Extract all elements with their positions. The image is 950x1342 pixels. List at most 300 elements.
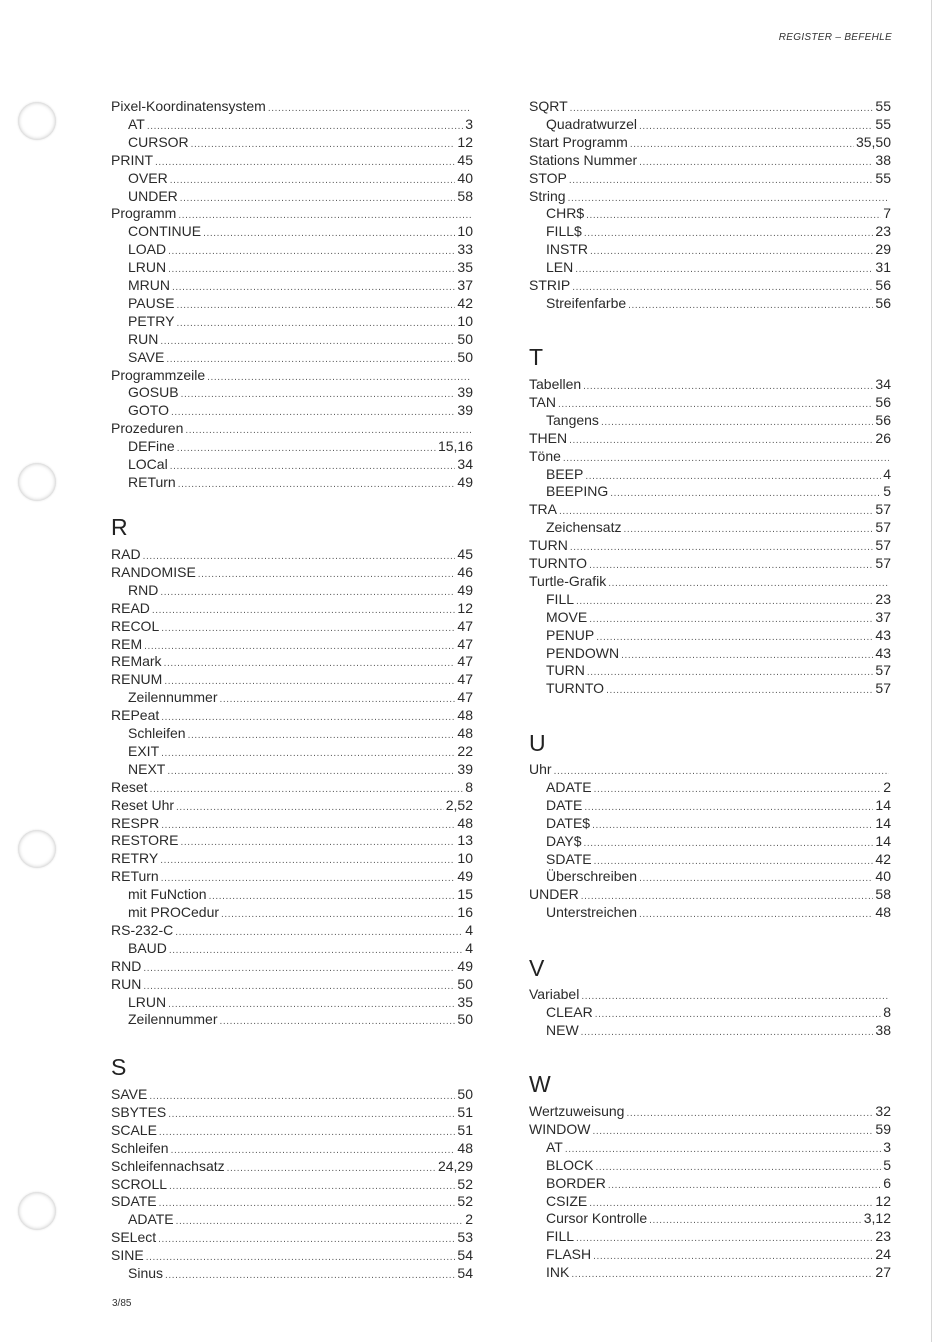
index-entry-new — [529, 1021, 891, 1039]
index-page-number: 3 — [465, 115, 473, 132]
index-term: Cursor Kontrolle — [546, 1210, 648, 1227]
index-term: mit FuNction — [128, 886, 207, 903]
index-entry-at — [529, 1138, 891, 1156]
index-term: Tabellen — [529, 376, 582, 392]
index-page-number: 2,52 — [445, 796, 473, 813]
index-page-number: 40 — [875, 868, 891, 885]
index-term: RANDOMISE — [111, 563, 196, 580]
index-term: LRUN — [128, 259, 167, 276]
index-term: RETurn — [128, 473, 176, 490]
section-letter: U — [529, 730, 546, 756]
index-page-number: 6 — [883, 1174, 891, 1191]
index-page-number: 4 — [883, 465, 891, 482]
index-term: Zeilennummer — [128, 1011, 218, 1028]
index-term: LRUN — [128, 993, 167, 1010]
index-entry-ink — [529, 1263, 891, 1281]
index-page-number: 55 — [875, 98, 891, 114]
index-page-number: 57 — [875, 519, 891, 536]
index-page-number: 24,29 — [437, 1157, 473, 1174]
dot-leader — [581, 1024, 874, 1042]
index-entry-turnto — [529, 554, 891, 572]
index-entry-cursor — [111, 133, 473, 151]
index-entry-csize — [529, 1192, 891, 1210]
index-page-number: 12 — [457, 133, 473, 150]
index-entry-sqrt — [529, 97, 891, 115]
index-page-number: 3,12 — [863, 1210, 891, 1227]
index-page-number: 49 — [457, 473, 473, 490]
index-term: Stations Nummer — [529, 151, 638, 168]
index-term: CURSOR — [128, 133, 189, 150]
index-page-number: 38 — [875, 1021, 891, 1038]
index-page-number: 52 — [457, 1193, 473, 1210]
index-term: Turtle-Grafik — [529, 572, 607, 589]
index-entry-beeping — [529, 482, 891, 500]
dot-leader — [628, 297, 873, 315]
index-entry-respr — [111, 814, 473, 832]
index-entry-retry — [111, 849, 473, 867]
index-entry-pendown — [529, 644, 891, 662]
page-edge — [931, 0, 932, 1342]
index-page-number: 56 — [875, 294, 891, 311]
index-entry-cursor-kontrolle — [529, 1209, 891, 1227]
index-term: Pixel-Koordinatensystem — [111, 98, 266, 114]
index-term: DATE$ — [546, 814, 591, 831]
index-entry-turn — [529, 661, 891, 679]
index-entry-goto — [111, 401, 473, 419]
index-term: Schleifen — [128, 725, 186, 741]
index-term: Wertzuweisung — [529, 1103, 625, 1119]
index-page-number: 57 — [875, 680, 891, 697]
index-page-number: 57 — [875, 662, 891, 679]
index-page-number: 50 — [457, 1011, 473, 1028]
index-entry-zeilennummer — [111, 688, 473, 706]
index-entry-block — [529, 1156, 891, 1174]
index-page-number: 8 — [883, 1003, 891, 1020]
index-entry-gosub — [111, 383, 473, 401]
section-letter: R — [111, 514, 128, 540]
index-term: FLASH — [546, 1246, 592, 1263]
index-term: WINDOW — [529, 1120, 591, 1137]
index-page-number: 51 — [457, 1121, 473, 1138]
index-entry-baud — [111, 939, 473, 957]
index-term: READ — [111, 599, 150, 616]
index-page-number: 45 — [457, 151, 473, 168]
index-entry-then — [529, 429, 891, 447]
index-term: ADATE — [128, 1211, 174, 1228]
index-term: REM — [111, 635, 143, 652]
index-page-number: 48 — [875, 904, 891, 921]
index-page-number: 49 — [457, 581, 473, 598]
index-entry-string — [529, 187, 891, 205]
index-page-number: 27 — [875, 1264, 891, 1281]
index-page-number: 29 — [875, 241, 891, 258]
index-term: Töne — [529, 447, 561, 464]
index-term: CHR$ — [546, 205, 585, 222]
index-term: Start Programm — [529, 133, 628, 150]
index-page-number: 39 — [457, 384, 473, 401]
index-term: Variabel — [529, 986, 580, 1002]
index-page-number: 56 — [875, 277, 891, 293]
index-term: PENUP — [546, 626, 595, 643]
index-term: BEEP — [546, 465, 584, 482]
index-page-number: 33 — [457, 241, 473, 258]
section-letter: V — [529, 955, 545, 981]
index-entry-chr — [529, 204, 891, 222]
index-page-number: 37 — [457, 277, 473, 293]
index-page-number: 59 — [875, 1120, 891, 1137]
index-term: MRUN — [128, 277, 170, 293]
index-page-number: 35 — [457, 259, 473, 276]
index-page-number: 31 — [875, 259, 891, 276]
punch-hole — [18, 1192, 56, 1230]
index-entry-load — [111, 240, 473, 258]
index-term: String — [529, 187, 566, 204]
index-page-number: 7 — [883, 205, 891, 222]
index-page-number: 48 — [457, 725, 473, 741]
index-term: SDATE — [546, 850, 592, 867]
index-term: PAUSE — [128, 294, 175, 311]
index-term: NEXT — [128, 760, 166, 777]
index-term: SCROLL — [111, 1175, 168, 1192]
index-page-number: 46 — [457, 563, 473, 580]
index-page-number: 26 — [875, 429, 891, 446]
index-term: SDATE — [111, 1193, 157, 1210]
index-page-number: 35,50 — [855, 133, 891, 150]
index-term: GOTO — [128, 402, 169, 419]
index-term: Programm — [111, 205, 177, 222]
dot-leader — [606, 682, 873, 700]
index-entry-variabel — [529, 985, 891, 1003]
index-entry-over — [111, 169, 473, 187]
index-entry-save — [111, 348, 473, 366]
index-term: STOP — [529, 169, 567, 186]
index-term: PENDOWN — [546, 644, 620, 661]
index-entry-under — [111, 187, 473, 205]
index-term: RETRY — [111, 850, 159, 867]
index-page-number: 47 — [457, 653, 473, 670]
index-term: DAY$ — [546, 832, 582, 849]
index-entry-rem — [111, 635, 473, 653]
index-entry-instr — [529, 240, 891, 258]
index-page-number: 49 — [457, 957, 473, 974]
index-term: BORDER — [546, 1174, 606, 1191]
index-entry-streifenfarbe — [529, 294, 891, 312]
index-page-number: 56 — [875, 411, 891, 428]
index-term: EXIT — [128, 742, 160, 759]
index-entry-zeichensatz — [529, 518, 891, 536]
index-term: Schleifennachsatz — [111, 1157, 225, 1174]
index-entry-randomise — [111, 563, 473, 581]
index-term: RESTORE — [111, 832, 179, 849]
index-entry-len — [529, 258, 891, 276]
index-entry-wertzuweisung — [529, 1102, 891, 1120]
index-term: UNDER — [529, 886, 579, 903]
index-term: Reset — [111, 778, 148, 795]
index-entry-pause — [111, 294, 473, 312]
index-page-number: 8 — [465, 778, 473, 795]
index-page-number: 48 — [457, 1139, 473, 1156]
index-entry-sdate — [111, 1192, 473, 1210]
section-letter: S — [111, 1054, 127, 1080]
index-entry-reset — [111, 778, 473, 796]
index-entry-local — [111, 455, 473, 473]
index-term: GOSUB — [128, 384, 179, 401]
index-entry-run — [111, 975, 473, 993]
index-entry-stop — [529, 169, 891, 187]
index-entry-sbytes — [111, 1103, 473, 1121]
index-page-number: 23 — [875, 590, 891, 607]
index-page-number: 15 — [457, 886, 473, 903]
index-term: PETRY — [128, 312, 175, 329]
index-term: DEFine — [128, 438, 175, 455]
index-term: TURNTO — [529, 555, 588, 571]
index-term: OVER — [128, 169, 168, 186]
index-entry-turn — [529, 536, 891, 554]
index-term: INK — [546, 1264, 570, 1281]
index-term: RAD — [111, 546, 141, 562]
index-page-number: 43 — [875, 626, 891, 643]
page-header: REGISTER – BEFEHLE — [778, 32, 892, 43]
index-page-number: 23 — [875, 223, 891, 240]
index-entry-schleifen — [111, 724, 473, 742]
index-page-number: 13 — [457, 832, 473, 849]
index-page-number: 47 — [457, 617, 473, 634]
index-entry-start-programm — [529, 133, 891, 151]
index-term: RESPR — [111, 814, 160, 831]
index-entry-date — [529, 796, 891, 814]
index-entry-t-ne — [529, 447, 891, 465]
index-entry-select — [111, 1228, 473, 1246]
index-page-number: 47 — [457, 635, 473, 652]
index-term: mit PROCedur — [128, 904, 220, 920]
index-entry-schleifennachsatz — [111, 1157, 473, 1175]
index-page-number: 5 — [883, 1156, 891, 1173]
index-entry-mit-procedur — [111, 903, 473, 921]
index-term: RS-232-C — [111, 921, 174, 938]
index-entry-border — [529, 1174, 891, 1192]
index-term: DATE — [546, 796, 583, 813]
index-term: FILL — [546, 1228, 575, 1245]
index-term: Reset Uhr — [111, 796, 175, 813]
index-entry-tangens — [529, 411, 891, 429]
index-page-number: 54 — [457, 1265, 473, 1281]
index-entry-strip — [529, 276, 891, 294]
index-page-number: 48 — [457, 707, 473, 724]
index-entry-quadratwurzel — [529, 115, 891, 133]
index-entry-under — [529, 885, 891, 903]
index-entry-lrun — [111, 258, 473, 276]
index-entry-schleifen — [111, 1139, 473, 1157]
index-term: SBYTES — [111, 1103, 167, 1120]
index-entry-next — [111, 760, 473, 778]
index-page-number: 4 — [465, 939, 473, 956]
index-entry-rnd — [111, 581, 473, 599]
index-entry-programmzeile — [111, 366, 473, 384]
index-entry-sine — [111, 1246, 473, 1264]
index-page-number: 56 — [875, 393, 891, 410]
index-term: AT — [128, 115, 145, 132]
index-entry-rnd — [111, 957, 473, 975]
index-entry-adate — [111, 1210, 473, 1228]
dot-leader — [571, 1266, 873, 1284]
index-entry-lrun — [111, 993, 473, 1011]
index-entry-unterstreichen — [529, 903, 891, 921]
index-term: SAVE — [128, 348, 165, 365]
index-entry-save — [111, 1085, 473, 1103]
index-page-number: 55 — [875, 169, 891, 186]
index-term: SQRT — [529, 98, 568, 114]
index-entry-return — [111, 867, 473, 885]
index-page-number: 22 — [457, 742, 473, 759]
index-term: REPeat — [111, 707, 160, 724]
dot-leader — [165, 1267, 455, 1285]
dot-leader — [639, 906, 873, 924]
index-entry-adate — [529, 778, 891, 796]
index-entry-flash — [529, 1245, 891, 1263]
index-term: SINE — [111, 1247, 144, 1264]
index-page-number: 34 — [457, 456, 473, 472]
index-term: RECOL — [111, 617, 160, 634]
index-term: RUN — [128, 330, 159, 347]
index-page-number: 50 — [457, 348, 473, 365]
index-entry-turnto — [529, 679, 891, 697]
index-page-number: 50 — [457, 330, 473, 347]
index-page-number: 10 — [457, 850, 473, 867]
index-page-number: 39 — [457, 760, 473, 777]
index-term: TURN — [546, 662, 585, 679]
index-page-number: 57 — [875, 537, 891, 554]
index-entry-tra — [529, 500, 891, 518]
index-term: PRINT — [111, 151, 153, 168]
index-entry-clear — [529, 1003, 891, 1021]
index-entry-day — [529, 832, 891, 850]
index-entry-prozeduren — [111, 419, 473, 437]
index-term: Zeichensatz — [546, 519, 622, 536]
index-entry-tan — [529, 393, 891, 411]
index-column-right — [529, 0, 891, 1290]
index-term: Überschreiben — [546, 868, 638, 885]
index-entry-define — [111, 437, 473, 455]
index-term: SELect — [111, 1229, 157, 1246]
index-entry-fill — [529, 222, 891, 240]
index-page-number: 14 — [875, 796, 891, 813]
index-page-number: 54 — [457, 1247, 473, 1264]
index-page-number: 5 — [883, 483, 891, 500]
index-term: Quadratwurzel — [546, 115, 638, 132]
index-page-number: 42 — [457, 294, 473, 311]
index-entry-uhr — [529, 760, 891, 778]
index-entry-date — [529, 814, 891, 832]
index-column-left — [111, 0, 473, 1290]
index-page-number: 14 — [875, 832, 891, 849]
index-term: UNDER — [128, 187, 178, 204]
index-page-number: 47 — [457, 689, 473, 706]
index-entry-petry — [111, 312, 473, 330]
index-entry-fill — [529, 590, 891, 608]
page-footer: 3/85 — [112, 1298, 132, 1309]
index-term: RND — [111, 957, 142, 974]
index-term: Zeilennummer — [128, 689, 218, 706]
index-term: STRIP — [529, 277, 571, 293]
index-entry-return — [111, 473, 473, 491]
index-entry-run — [111, 330, 473, 348]
index-entry-restore — [111, 831, 473, 849]
index-page-number: 12 — [875, 1192, 891, 1209]
index-term: BEEPING — [546, 483, 609, 500]
index-term: TAN — [529, 393, 556, 410]
index-entry-remark — [111, 652, 473, 670]
index-page-number: 12 — [457, 599, 473, 616]
index-entry-read — [111, 599, 473, 617]
index-page-number: 35 — [457, 993, 473, 1010]
index-page-number: 2 — [883, 778, 891, 795]
index-term: TURN — [529, 537, 568, 554]
index-entry-window — [529, 1120, 891, 1138]
index-term: Unterstreichen — [546, 904, 638, 921]
index-page-number: 47 — [457, 671, 473, 688]
index-entry-scale — [111, 1121, 473, 1139]
index-entry-continue — [111, 222, 473, 240]
index-entry-mrun — [111, 276, 473, 294]
index-page-number: 51 — [457, 1103, 473, 1120]
index-term: LOCal — [128, 456, 168, 472]
index-entry-at — [111, 115, 473, 133]
index-term: Prozeduren — [111, 420, 184, 437]
index-entry-repeat — [111, 706, 473, 724]
index-term: MOVE — [546, 608, 588, 625]
index-page-number: 53 — [457, 1229, 473, 1246]
index-page-number: 37 — [875, 608, 891, 625]
index-entry-programm — [111, 204, 473, 222]
index-term: FILL$ — [546, 223, 582, 240]
index-term: BAUD — [128, 939, 167, 956]
punch-hole — [18, 830, 56, 868]
index-entry-zeilennummer — [111, 1010, 473, 1028]
index-page-number: 58 — [457, 187, 473, 204]
index-entry-mit-function — [111, 885, 473, 903]
index-term: NEW — [546, 1021, 579, 1038]
index-page-number: 43 — [875, 644, 891, 661]
index-entry-scroll — [111, 1175, 473, 1193]
index-page-number: 40 — [457, 169, 473, 186]
index-page-number: 24 — [875, 1246, 891, 1263]
index-term: BLOCK — [546, 1156, 594, 1173]
index-page-number: 57 — [875, 501, 891, 518]
index-page-number: 10 — [457, 312, 473, 329]
index-term: INSTR — [546, 241, 588, 258]
index-entry-berschreiben — [529, 867, 891, 885]
index-entry-penup — [529, 626, 891, 644]
index-entry-fill — [529, 1227, 891, 1245]
index-term: THEN — [529, 429, 568, 446]
index-entry-sdate — [529, 850, 891, 868]
index-page-number: 38 — [875, 151, 891, 168]
index-page-number: 16 — [457, 904, 473, 920]
punch-hole — [18, 463, 56, 501]
index-page-number: 58 — [875, 886, 891, 903]
index-term: REMark — [111, 653, 162, 670]
section-letter: W — [529, 1071, 551, 1097]
index-page-number: 39 — [457, 402, 473, 419]
index-term: LEN — [546, 259, 574, 276]
index-page-number: 2 — [465, 1211, 473, 1228]
index-entry-exit — [111, 742, 473, 760]
index-term: CSIZE — [546, 1192, 588, 1209]
index-term: TRA — [529, 501, 557, 518]
index-page-number: 50 — [457, 1086, 473, 1102]
index-term: Uhr — [529, 761, 552, 777]
index-term: Schleifen — [111, 1139, 169, 1156]
